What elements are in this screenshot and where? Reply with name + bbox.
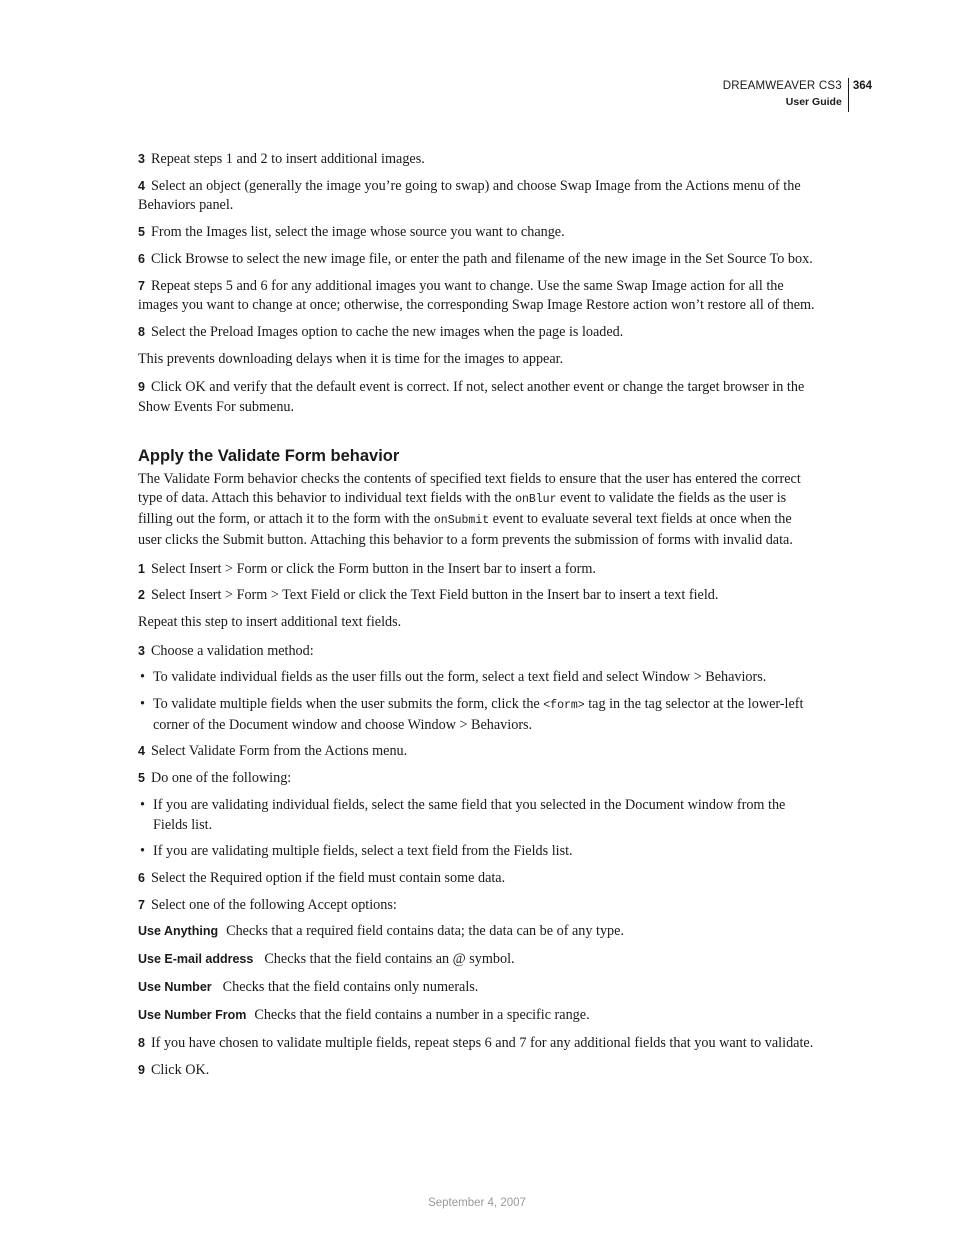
validate-step-5: 5 Do one of the following:	[138, 770, 292, 787]
bullet-marker: •	[140, 696, 145, 713]
accept-option	[138, 922, 818, 942]
option-term: Use Number From	[138, 1007, 247, 1022]
product-name: DREAMWEAVER CS3	[722, 80, 842, 92]
accept-option	[138, 978, 818, 998]
step-7: 7 Repeat steps 5 and 6 for any additional images you want to change. Use the same Swap Image action for all the images you want to change at once; otherwise, the corresponding Swap Image Restore action won’t restore all of them.	[138, 277, 815, 314]
step-9: 9 Click OK and verify that the default event is correct. If not, select another event or change the target browser in the Show Events For submenu.	[138, 379, 805, 416]
bullet-marker: •	[140, 796, 145, 813]
page-number: 364	[852, 80, 872, 92]
option-definition: Checks that the field contains an @ symbol.	[264, 951, 515, 968]
option-definition: Checks that the field contains only numerals.	[222, 978, 479, 995]
code-onblur: onBlur	[515, 493, 557, 507]
guide-name: User Guide	[785, 96, 842, 108]
page-header	[723, 78, 872, 112]
step-4: 4 Select an object (generally the image you’re going to swap) and choose Swap Image from the Actions menu of the Behaviors panel.	[138, 177, 801, 214]
validate-step-9: 9 Click OK.	[138, 1061, 210, 1078]
option-definition: Checks that the field contains a number in a specific range.	[254, 1006, 590, 1023]
option-term: Use Number	[138, 979, 212, 994]
accept-option	[138, 1006, 818, 1026]
option-term: Use E-mail address	[138, 952, 254, 967]
step-5: 5 From the Images list, select the image whose source you want to change.	[138, 224, 565, 241]
validate-step-8: 8 If you have chosen to validate multiple fields, repeat steps 6 and 7 for any additional fields that you want to validate.	[138, 1035, 814, 1052]
section-heading: Apply the Validate Form behavior	[138, 446, 400, 465]
option-term: Use Anything	[138, 924, 219, 939]
header-title-block	[723, 78, 849, 112]
bullet-item: • If you are validating individual fields, select the same field that you selected in the Document window from the Fields list.	[140, 796, 786, 833]
step-8: 8 Select the Preload Images option to cache the new images when the page is loaded.	[138, 323, 624, 340]
bullet-item: • To validate individual fields as the user fills out the form, select a text field and select Window > Behaviors.	[138, 668, 818, 688]
code-form-tag: <form>	[543, 699, 585, 713]
validate-step-1: 1 Select Insert > Form or click the Form button in the Insert bar to insert a form.	[138, 560, 596, 577]
step-3: 3 Repeat steps 1 and 2 to insert additional images.	[138, 151, 425, 167]
validate-step-7: 7 Select one of the following Accept options:	[138, 896, 397, 913]
preload-note: This prevents downloading delays when it is time for the images to appear.	[138, 350, 564, 367]
validate-step-3: 3 Choose a validation method:	[138, 642, 314, 659]
page-footer-date: September 4, 2007	[428, 1197, 526, 1209]
bullet-item: • To validate multiple fields when the user submits the form, click the <form> tag in the tag selector at the lower-left corner of the Document window and choose Window > Behaviors.	[140, 696, 804, 733]
bullet-marker: •	[140, 669, 145, 686]
step-6: 6 Click Browse to select the new image file, or enter the path and filename of the new image in the Set Source To box.	[138, 250, 813, 267]
code-onsubmit: onSubmit	[433, 514, 490, 528]
option-definition: Checks that a required field contains data; the data can be of any type.	[226, 923, 624, 940]
accept-option	[138, 950, 818, 970]
validate-step-4: 4 Select Validate Form from the Actions menu.	[138, 743, 408, 760]
section-intro: The Validate Form behavior checks the contents of specified text fields to ensure that the user has entered the correct type of data. Attach this behavior to individual text fields with the onBlur event to validate the fields as the user is filling out the form, or attach it to the form with the onSubmit event to evaluate several text fields at once when the user clicks the Submit button. Attaching this behavior to a form prevents the submission of forms with invalid data.	[138, 470, 801, 548]
validate-step-6: 6 Select the Required option if the field must contain some data.	[138, 869, 506, 886]
page-content	[138, 150, 818, 1088]
bullet-item: • If you are validating multiple fields, select a text field from the Fields list.	[138, 842, 818, 862]
bullet-marker: •	[140, 843, 145, 860]
validate-step-2: 2 Select Insert > Form > Text Field or click the Text Field button in the Insert bar to insert a text field.	[138, 587, 719, 604]
repeat-note: Repeat this step to insert additional text fields.	[138, 613, 402, 630]
